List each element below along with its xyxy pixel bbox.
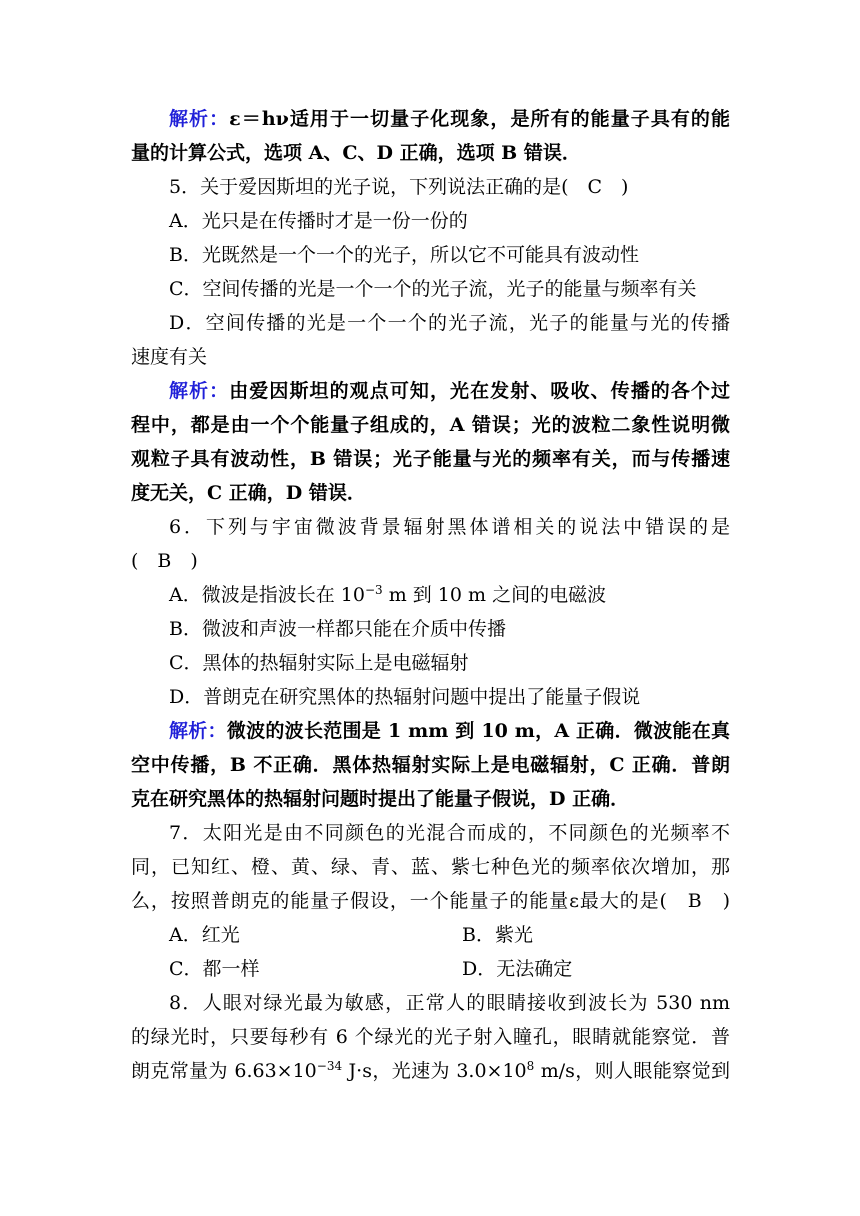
explanation-label: 解析： bbox=[169, 108, 230, 130]
option-a-text: A．微波是指波长在 10 bbox=[169, 584, 365, 606]
question-5-option-b: B．光既然是一个一个的光子，所以它不可能具有波动性 bbox=[169, 244, 639, 266]
option-a-text-end: m 到 10 m 之间的电磁波 bbox=[382, 584, 607, 606]
exponent: −3 bbox=[364, 582, 383, 597]
question-7-stem-line-2: 同，已知红、橙、黄、绿、青、蓝、紫七种色光的频率依次增加，那 bbox=[131, 856, 730, 878]
question-8-stem-line-1: 8．人眼对绿光最为敏感，正常人的眼睛接收到波长为 530 nm bbox=[169, 992, 730, 1014]
question-7-option-c: C．都一样 bbox=[169, 958, 260, 980]
question-7-stem-line-3: 么，按照普朗克的能量子假设，一个能量子的能量ε最大的是( B ) bbox=[131, 890, 730, 912]
question-7-option-d: D．无法确定 bbox=[462, 958, 573, 980]
question-5-option-c: C．空间传播的光是一个一个的光子流，光子的能量与频率有关 bbox=[169, 278, 697, 300]
explanation-5-line-1 bbox=[131, 374, 730, 408]
question-6-option-b: B．微波和声波一样都只能在介质中传播 bbox=[169, 618, 506, 640]
question-6-stem-line-1: 6．下列与宇宙微波背景辐射黑体谱相关的说法中错误的是 bbox=[169, 516, 730, 538]
q8-text-1: 朗克常量为 6.63×10 bbox=[131, 1060, 317, 1082]
question-8-stem-line-2: 的绿光时，只要每秒有 6 个绿光的光子射入瞳孔，眼睛就能察觉．普 bbox=[131, 1026, 730, 1048]
question-5-option-d-line-1: D．空间传播的光是一个一个的光子流，光子的能量与光的传播 bbox=[169, 312, 730, 334]
question-7-options-row-2 bbox=[131, 952, 730, 986]
exponent: 8 bbox=[526, 1058, 535, 1073]
explanation-text: ε＝hν适用于一切量子化现象，是所有的能量子具有的能 bbox=[229, 108, 730, 130]
question-7-option-b: B．紫光 bbox=[462, 924, 533, 946]
question-6-option-a bbox=[131, 578, 730, 612]
explanation-text: 微波的波长范围是 1 mm 到 10 m，A 正确．微波能在真 bbox=[226, 720, 730, 742]
q8-text-3: m/s，则人眼能察觉到 bbox=[534, 1060, 730, 1082]
explanation-6-line-1 bbox=[131, 714, 730, 748]
explanation-5-line-4: 度无关，C 正确，D 错误． bbox=[131, 482, 366, 504]
question-5-option-a: A．光只是在传播时才是一份一份的 bbox=[169, 210, 468, 232]
question-6-option-c: C．黑体的热辐射实际上是电磁辐射 bbox=[169, 652, 469, 674]
question-7-option-a: A．红光 bbox=[169, 924, 240, 946]
explanation-label: 解析： bbox=[169, 720, 227, 742]
question-5-stem: 5．关于爱因斯坦的光子说，下列说法正确的是( C ) bbox=[169, 176, 629, 198]
q8-text-2: J·s，光速为 3.0×10 bbox=[342, 1060, 527, 1082]
question-7-options-row-1 bbox=[131, 918, 730, 952]
explanation-5-line-3: 观粒子具有波动性，B 错误；光子能量与光的频率有关，而与传播速 bbox=[131, 448, 730, 470]
explanation-5-line-2: 程中，都是由一个个能量子组成的，A 错误；光的波粒二象性说明微 bbox=[131, 414, 730, 436]
question-6-option-d: D．普朗克在研究黑体的热辐射问题中提出了能量子假说 bbox=[169, 686, 641, 708]
explanation-4-line-1 bbox=[131, 102, 730, 136]
explanation-6-line-3: 克在研究黑体的热辐射问题时提出了能量子假说，D 正确． bbox=[131, 788, 630, 810]
question-6-stem-line-2: ( B ) bbox=[131, 550, 198, 572]
exponent: −34 bbox=[316, 1058, 343, 1073]
explanation-4-line-2: 量的计算公式，选项 A、C、D 正确，选项 B 错误． bbox=[131, 142, 581, 164]
explanation-text: 由爱因斯坦的观点可知，光在发射、吸收、传播的各个过 bbox=[229, 380, 730, 402]
explanation-label: 解析： bbox=[169, 380, 230, 402]
document-page bbox=[131, 102, 730, 1088]
question-8-stem-line-3 bbox=[131, 1054, 730, 1088]
question-7-stem-line-1: 7．太阳光是由不同颜色的光混合而成的，不同颜色的光频率不 bbox=[169, 822, 730, 844]
explanation-6-line-2: 空中传播，B 不正确．黑体热辐射实际上是电磁辐射，C 正确．普朗 bbox=[131, 754, 730, 776]
question-5-option-d-line-2: 速度有关 bbox=[131, 346, 208, 368]
